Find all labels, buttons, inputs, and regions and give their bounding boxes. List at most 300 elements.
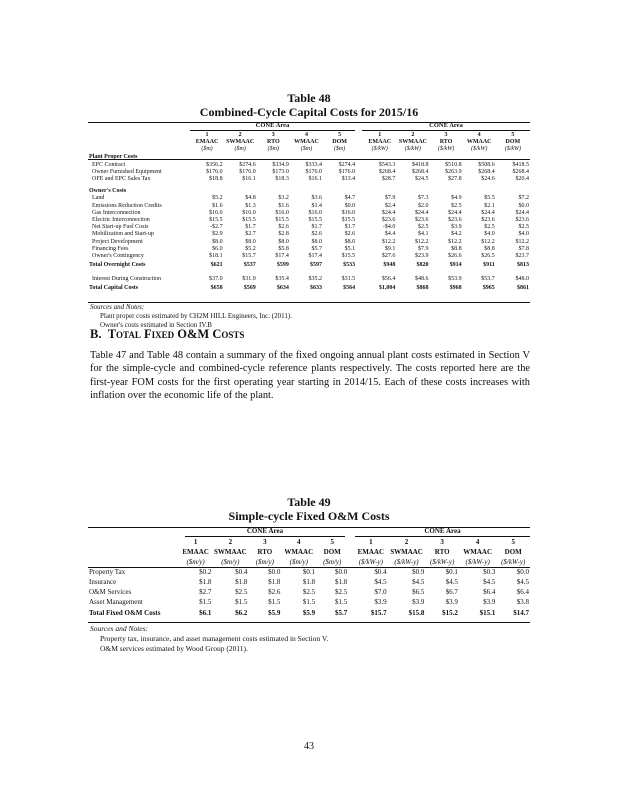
table48-col-unit-4: ($m) xyxy=(300,146,313,153)
table48-col-num-1: 1 xyxy=(205,132,209,138)
cell-value: $597 xyxy=(310,262,323,269)
page-number: 43 xyxy=(304,741,314,752)
cell-value: $8.0 xyxy=(245,238,256,245)
table-row xyxy=(88,253,530,260)
cell-value: $1.8 xyxy=(335,578,348,586)
table-row xyxy=(88,567,530,577)
table48-col-name-2: SWMAAC xyxy=(226,139,255,146)
cell-value: $4.1 xyxy=(417,231,429,238)
table49-col-name-8: RTO xyxy=(434,548,450,556)
cell-value: $820 xyxy=(416,262,429,269)
table-row xyxy=(88,176,530,183)
table49-col-name-3: RTO xyxy=(257,548,273,556)
cell-value: $633 xyxy=(310,285,323,292)
table49-col-unit-10: ($/kW-y) xyxy=(501,558,526,566)
cell-value: $914 xyxy=(449,262,462,269)
cell-value: $0.1 xyxy=(445,568,458,576)
table49-col-num-4: 4 xyxy=(297,538,301,546)
table49-note-1: Property tax, insurance, and asset management costs estimated in Section V. xyxy=(100,634,329,643)
cell-value: $599 xyxy=(276,262,289,269)
cell-value: $8.0 xyxy=(278,238,289,245)
table49-col-name-1: EMAAC xyxy=(182,548,209,556)
cell-value: $4.4 xyxy=(384,231,396,238)
row-label: Emissions Reduction Credits xyxy=(92,202,162,209)
cell-value: $508.6 xyxy=(478,161,495,168)
cell-value: $4.7 xyxy=(344,195,356,202)
cell-value: $31.9 xyxy=(242,276,256,283)
cell-value: $1.7 xyxy=(311,224,323,231)
cell-value: $1.8 xyxy=(199,578,212,586)
cell-value: $28.7 xyxy=(381,176,396,183)
cell-value: $24.4 xyxy=(414,209,429,216)
cell-value: $53.9 xyxy=(448,276,462,283)
cell-value: $6.4 xyxy=(483,588,496,596)
table49-col-num-3: 3 xyxy=(263,538,267,546)
cell-value: $1.6 xyxy=(278,202,289,209)
cell-value: $15.5 xyxy=(242,217,256,224)
cell-value: $2.4 xyxy=(384,202,396,209)
section-heading xyxy=(90,327,244,342)
table49-col-name-row xyxy=(88,547,530,557)
cell-value: $268.4 xyxy=(411,168,429,175)
table49-col-num-7: 2 xyxy=(404,538,409,546)
table-row xyxy=(88,246,530,253)
cell-value: $15.1 xyxy=(479,608,496,617)
cell-value: $6.4 xyxy=(516,588,529,596)
cell-value: $12.2 xyxy=(481,238,495,245)
cell-value: $2.6 xyxy=(278,224,289,231)
cell-value: $13.4 xyxy=(341,176,356,183)
table49-col-unit-7: ($/kW-y) xyxy=(394,558,419,566)
table-row xyxy=(88,162,530,169)
table49-title: Simple-cycle Fixed O&M Costs xyxy=(228,509,390,523)
row-label: Net Start-up Fuel Costs xyxy=(92,224,149,231)
table49-col-unit-blank xyxy=(88,557,179,567)
cell-value: $5.7 xyxy=(335,608,348,617)
table48-spacer xyxy=(356,162,363,169)
cell-value: $24.4 xyxy=(515,209,529,216)
cell-value: $4.5 xyxy=(445,578,458,586)
table48-col-unit-row xyxy=(88,146,530,153)
cell-value: $23.6 xyxy=(448,217,462,224)
table48 xyxy=(88,132,530,294)
cell-value: $9.1 xyxy=(384,245,396,252)
table48-cone-rule-left xyxy=(190,130,355,131)
cell-value: $26.6 xyxy=(448,253,462,260)
cell-value: $868 xyxy=(416,285,429,292)
table49-col-name-4: WMAAC xyxy=(284,548,314,556)
row-label: Gas Interconnection xyxy=(92,209,141,216)
cell-value: $7.2 xyxy=(518,195,529,202)
table49-col-unit-2: ($m/y) xyxy=(221,558,240,566)
cell-value: $356.2 xyxy=(206,161,223,168)
cell-value: $16.0 xyxy=(308,209,323,216)
cell-value: $15.5 xyxy=(275,217,289,224)
cell-value: $418.5 xyxy=(512,161,529,168)
cell-value: $6.5 xyxy=(412,588,425,596)
table48-col-name-7: SWMAAC xyxy=(398,139,427,146)
table49-col-num-10: 5 xyxy=(511,538,515,546)
cell-value: $543.3 xyxy=(378,161,396,168)
table-row xyxy=(88,260,530,271)
cell-value: $2.8 xyxy=(278,231,289,238)
cell-value: $15.5 xyxy=(341,253,356,260)
table48-col-name-10: DOM xyxy=(505,139,521,146)
cell-value: $3.9 xyxy=(412,598,425,606)
table48-spacer xyxy=(356,139,363,146)
table49-cone-area-left: CONE Area xyxy=(246,527,284,535)
table-row xyxy=(88,283,530,294)
cell-value: $7.9 xyxy=(417,245,429,252)
cell-value: $8.0 xyxy=(344,238,356,245)
cell-value: $16.1 xyxy=(308,176,323,183)
table49-col-unit-8: ($/kW-y) xyxy=(430,558,455,566)
cell-value: $1.8 xyxy=(235,578,248,586)
table48-col-num-2: 2 xyxy=(238,132,242,138)
table49-col-unit-3: ($m/y) xyxy=(255,558,274,566)
cell-value: $16.0 xyxy=(242,209,256,216)
cell-value: -$2.7 xyxy=(210,224,223,231)
table49-notes xyxy=(90,624,328,654)
cell-value: $948 xyxy=(383,262,396,269)
cell-value: $15.5 xyxy=(341,217,356,224)
cell-value: $268.4 xyxy=(378,168,396,175)
cell-value: $24.6 xyxy=(481,176,495,183)
table49-col-num-1: 1 xyxy=(193,538,198,546)
table48-spacer xyxy=(356,210,363,217)
table-row xyxy=(88,607,530,618)
cell-value: $3.9 xyxy=(451,224,462,231)
cell-value: $23.6 xyxy=(481,217,495,224)
cell-value: $35.2 xyxy=(308,276,323,283)
table48-col-name-1: EMAAC xyxy=(195,139,219,146)
cell-value: $0.9 xyxy=(412,568,425,576)
cell-value: $17.4 xyxy=(275,253,289,260)
cell-value: $17.4 xyxy=(308,253,323,260)
cell-value: $0.0 xyxy=(518,202,529,209)
table48-col-num-row xyxy=(88,132,530,139)
cell-value: $5.8 xyxy=(278,245,289,252)
table49-col-num-6: 1 xyxy=(369,538,373,546)
cell-value: $333.4 xyxy=(305,161,323,168)
cell-value: $2.5 xyxy=(302,588,316,596)
cell-value: $418.8 xyxy=(411,161,429,168)
table48-col-unit-10: ($/kW) xyxy=(504,146,522,153)
table49-col-num-5: 5 xyxy=(330,538,334,546)
cell-value: $861 xyxy=(517,285,529,292)
cell-value: $0.0 xyxy=(268,568,281,576)
table49-col-name-2: SWMAAC xyxy=(214,548,247,556)
table49-col-unit-row xyxy=(88,557,530,567)
table48-notes-title: Sources and Notes: xyxy=(90,303,145,311)
table48-notes xyxy=(90,303,292,330)
cell-value: $1.6 xyxy=(212,202,223,209)
cell-value: $0.3 xyxy=(483,568,496,576)
table49-col-num-row xyxy=(88,537,530,547)
table48-col-num-10: 5 xyxy=(511,132,515,138)
cell-value: $1.5 xyxy=(268,598,281,606)
cell-value: $5.7 xyxy=(311,245,323,252)
row-label: Insurance xyxy=(89,578,117,586)
row-label: Total Capital Costs xyxy=(89,285,139,292)
row-label: Financing Fees xyxy=(92,245,129,252)
cell-value: $2.5 xyxy=(484,224,495,231)
table48-spacer xyxy=(356,231,363,238)
cell-value: $31.5 xyxy=(341,276,356,283)
cell-value: $7.9 xyxy=(384,195,396,202)
table49-col-unit-4: ($m/y) xyxy=(289,558,308,566)
cell-value: $1.4 xyxy=(311,202,323,209)
cell-value: $2.5 xyxy=(335,588,348,596)
table48-spacer xyxy=(356,169,363,176)
cell-value: $15.5 xyxy=(308,217,323,224)
cell-value: $18.8 xyxy=(209,176,223,183)
table49-note-2: O&M services estimated by Wood Group (2011). xyxy=(100,644,248,653)
cell-value: $7.3 xyxy=(417,195,429,202)
cell-value: $48.0 xyxy=(515,276,529,283)
table49-col-name-5: DOM xyxy=(323,548,341,556)
table49-col-name-blank xyxy=(88,547,179,557)
cell-value: $2.5 xyxy=(451,202,462,209)
table48-spacer xyxy=(356,253,363,260)
cell-value: $18.3 xyxy=(275,176,289,183)
section-title: Total Fixed O&M Costs xyxy=(107,327,245,341)
row-label: Asset Management xyxy=(89,598,143,606)
table49-cone-area-right: CONE Area xyxy=(424,527,461,535)
cell-value: $16.0 xyxy=(341,209,356,216)
table48-spacer xyxy=(356,239,363,246)
cell-value: $268.4 xyxy=(478,168,495,175)
cell-value: $5.1 xyxy=(344,245,356,252)
table49-col-unit-1: ($m/y) xyxy=(186,558,205,566)
table48-col-unit-3: ($m) xyxy=(267,146,279,153)
cell-value: $274.4 xyxy=(338,161,356,168)
table49-col-unit-9: ($/kW-y) xyxy=(465,558,490,566)
table48-col-name-9: WMAAC xyxy=(466,139,492,146)
cell-value: $18.1 xyxy=(209,253,223,260)
cell-value: $3.9 xyxy=(445,598,458,606)
cell-value: $2.5 xyxy=(417,224,429,231)
row-label: Owner Furnished Equipment xyxy=(92,168,162,175)
section-letter: B. xyxy=(90,327,102,341)
cell-value: $4.2 xyxy=(451,231,462,238)
cell-value: $3.9 xyxy=(483,598,496,606)
row-label: Owner's Contingency xyxy=(92,253,144,260)
table-row xyxy=(88,587,530,597)
cell-value: $2.7 xyxy=(245,231,256,238)
table-row xyxy=(88,195,530,202)
cell-value: $2.6 xyxy=(344,231,356,238)
table48-col-unit-blank xyxy=(88,146,190,153)
cell-value: $15.2 xyxy=(442,608,458,617)
table-row xyxy=(88,203,530,210)
table48-spacer xyxy=(356,276,363,283)
table-row xyxy=(88,169,530,176)
table48-col-num-4: 4 xyxy=(304,132,308,138)
table49-col-num-blank xyxy=(88,537,179,547)
cell-value: $1.5 xyxy=(235,598,248,606)
table48-cone-area-left: CONE Area xyxy=(255,122,290,129)
cell-value: $6.7 xyxy=(445,588,458,596)
cell-value: $2.5 xyxy=(518,224,529,231)
table48-col-unit-7: ($/kW) xyxy=(404,146,422,153)
row-label: Land xyxy=(92,195,105,202)
cell-value: $4.0 xyxy=(484,231,495,238)
cell-value: $1.7 xyxy=(344,224,356,231)
cell-value: $6.1 xyxy=(199,608,212,617)
table-row xyxy=(88,188,530,195)
row-label: Total Overnight Costs xyxy=(89,262,146,269)
table48-col-num-5: 5 xyxy=(338,132,342,138)
empty-cell xyxy=(190,154,530,162)
table48-note-1: Plant proper costs estimated by CH2M HILL Engineers, Inc. (2011). xyxy=(100,312,292,320)
table48-spacer xyxy=(356,283,363,294)
table49-col-name-7: SWMAAC xyxy=(390,548,423,556)
cell-value: $8.8 xyxy=(451,245,462,252)
cell-value: $1.5 xyxy=(335,598,348,606)
table-row xyxy=(88,276,530,283)
table48-col-unit-5: ($m) xyxy=(333,146,346,153)
cell-value: $4.5 xyxy=(374,578,387,586)
cell-value: $176.0 xyxy=(239,168,256,175)
table49-col-num-9: 4 xyxy=(475,538,480,546)
cell-value: $263.9 xyxy=(445,168,462,175)
cell-value: $26.5 xyxy=(481,253,495,260)
cell-value: $0.4 xyxy=(235,568,248,576)
table48-spacer xyxy=(356,224,363,231)
cell-value: $35.4 xyxy=(275,276,289,283)
row-label: EPC Contract xyxy=(92,161,126,168)
cell-value: $5.9 xyxy=(268,608,281,617)
cell-value: $1,004 xyxy=(378,285,396,292)
cell-value: $23.6 xyxy=(414,217,429,224)
cell-value: $1.5 xyxy=(199,598,212,606)
table48-col-name-6: EMAAC xyxy=(368,139,392,146)
table49-col-name-9: WMAAC xyxy=(463,548,493,556)
cell-value: $0.0 xyxy=(516,568,529,576)
table48-spacer xyxy=(356,132,363,139)
cell-value: $5.2 xyxy=(212,195,223,202)
cell-value: $2.7 xyxy=(199,588,212,596)
cell-value: $1.8 xyxy=(268,578,281,586)
cell-value: $15.7 xyxy=(370,608,387,617)
body-paragraph: Table 47 and Table 48 contain a summary of the fixed ongoing annual plant costs estimated in Section V for the simple-cycle and combined-cycle reference plants respectively. The costs reported here are the first-year FOM costs for the first operating year starting in 2014/15. Each of these costs increases with inflation over the economic life of the plant. xyxy=(90,350,530,402)
cell-value: $15.8 xyxy=(408,608,425,617)
cell-value: $0.2 xyxy=(199,568,212,576)
cell-value: $3.9 xyxy=(374,598,387,606)
table48-col-name-blank xyxy=(88,139,190,146)
cell-value: $23.9 xyxy=(414,253,429,260)
cell-value: $24.4 xyxy=(448,209,462,216)
table49-col-name-10: DOM xyxy=(504,548,522,556)
cell-value: $48.6 xyxy=(414,276,429,283)
cell-value: $3.6 xyxy=(311,195,323,202)
cell-value: $911 xyxy=(483,262,495,269)
cell-value: $12.2 xyxy=(515,238,529,245)
cell-value: $4.5 xyxy=(412,578,425,586)
table48-title: Combined-Cycle Capital Costs for 2015/16 xyxy=(199,105,419,119)
cell-value: $16.0 xyxy=(275,209,289,216)
cell-value: $537 xyxy=(243,262,256,269)
cell-value: -$4.0 xyxy=(382,224,396,231)
cell-value: $7.0 xyxy=(374,588,387,596)
cell-value: $813 xyxy=(517,262,529,269)
cell-value: $27.6 xyxy=(381,253,396,260)
cell-value: $1.8 xyxy=(302,578,316,586)
table-row xyxy=(88,217,530,224)
cell-value: $634 xyxy=(276,285,289,292)
table-row xyxy=(88,239,530,246)
cell-value: $0.1 xyxy=(302,568,316,576)
table49-col-name-6: EMAAC xyxy=(357,548,385,556)
cell-value: $3.8 xyxy=(516,598,529,606)
cell-value: $6.0 xyxy=(212,245,223,252)
cell-value: $4.0 xyxy=(518,231,529,238)
cell-value: $176.0 xyxy=(206,168,223,175)
cell-value: $176.0 xyxy=(338,168,356,175)
table48-col-num-blank xyxy=(88,132,190,139)
row-label: Interest During Construction xyxy=(92,276,161,283)
cell-value: $16.0 xyxy=(209,209,223,216)
table48-col-unit-6: ($/kW) xyxy=(371,146,388,153)
cell-value: $23.6 xyxy=(515,217,529,224)
cell-value: $56.4 xyxy=(381,276,396,283)
table-row xyxy=(88,597,530,607)
cell-value: $5.5 xyxy=(484,195,495,202)
cell-value: $15.7 xyxy=(242,253,256,260)
cell-value: $564 xyxy=(343,285,356,292)
table48-col-unit-8: ($/kW) xyxy=(437,146,455,153)
table48-spacer xyxy=(356,176,363,183)
cell-value: $4.5 xyxy=(483,578,496,586)
table-row xyxy=(88,224,530,231)
row-label: OFE and EPC Sales Tax xyxy=(92,176,151,183)
cell-value: $12.2 xyxy=(381,238,396,245)
table48-col-name-5: DOM xyxy=(332,139,347,146)
table48-col-unit-9: ($/kW) xyxy=(471,146,488,153)
cell-value: $23.6 xyxy=(381,217,396,224)
table49-col-unit-6: ($/kW-y) xyxy=(358,558,383,566)
cell-value: $0.0 xyxy=(344,202,356,209)
row-label: Property Tax xyxy=(89,568,126,576)
table48-col-name-8: RTO xyxy=(439,139,453,146)
table49-bottom-rule xyxy=(88,622,530,623)
cell-value: $24.4 xyxy=(481,209,495,216)
table48-col-unit-1: ($m) xyxy=(201,146,213,153)
cell-value: $15.5 xyxy=(209,217,223,224)
cell-value: $268.4 xyxy=(512,168,529,175)
row-label: Electric Interconnection xyxy=(92,217,150,224)
cell-value: $24.5 xyxy=(414,176,429,183)
cell-value: $37.0 xyxy=(209,276,223,283)
cell-value: $658 xyxy=(210,285,223,292)
cell-value: $2.6 xyxy=(311,231,323,238)
cell-value: $569 xyxy=(243,285,256,292)
row-label: O&M Services xyxy=(89,588,132,596)
table48-note-2: Owner's costs estimated in Section IV.B xyxy=(100,321,212,329)
cell-value: $2.1 xyxy=(484,202,495,209)
cell-value: $1.3 xyxy=(245,202,256,209)
table48-spacer xyxy=(356,195,363,202)
cell-value: $6.2 xyxy=(235,608,248,617)
cell-value: $12.2 xyxy=(448,238,462,245)
row-label: Mobilization and Start-up xyxy=(92,231,154,238)
row-label: Plant Proper Costs xyxy=(89,154,138,160)
cell-value: $4.8 xyxy=(245,195,256,202)
cell-value: $176.0 xyxy=(305,168,323,175)
cell-value: $3.2 xyxy=(278,195,289,202)
table48-col-num-8: 3 xyxy=(444,132,448,138)
